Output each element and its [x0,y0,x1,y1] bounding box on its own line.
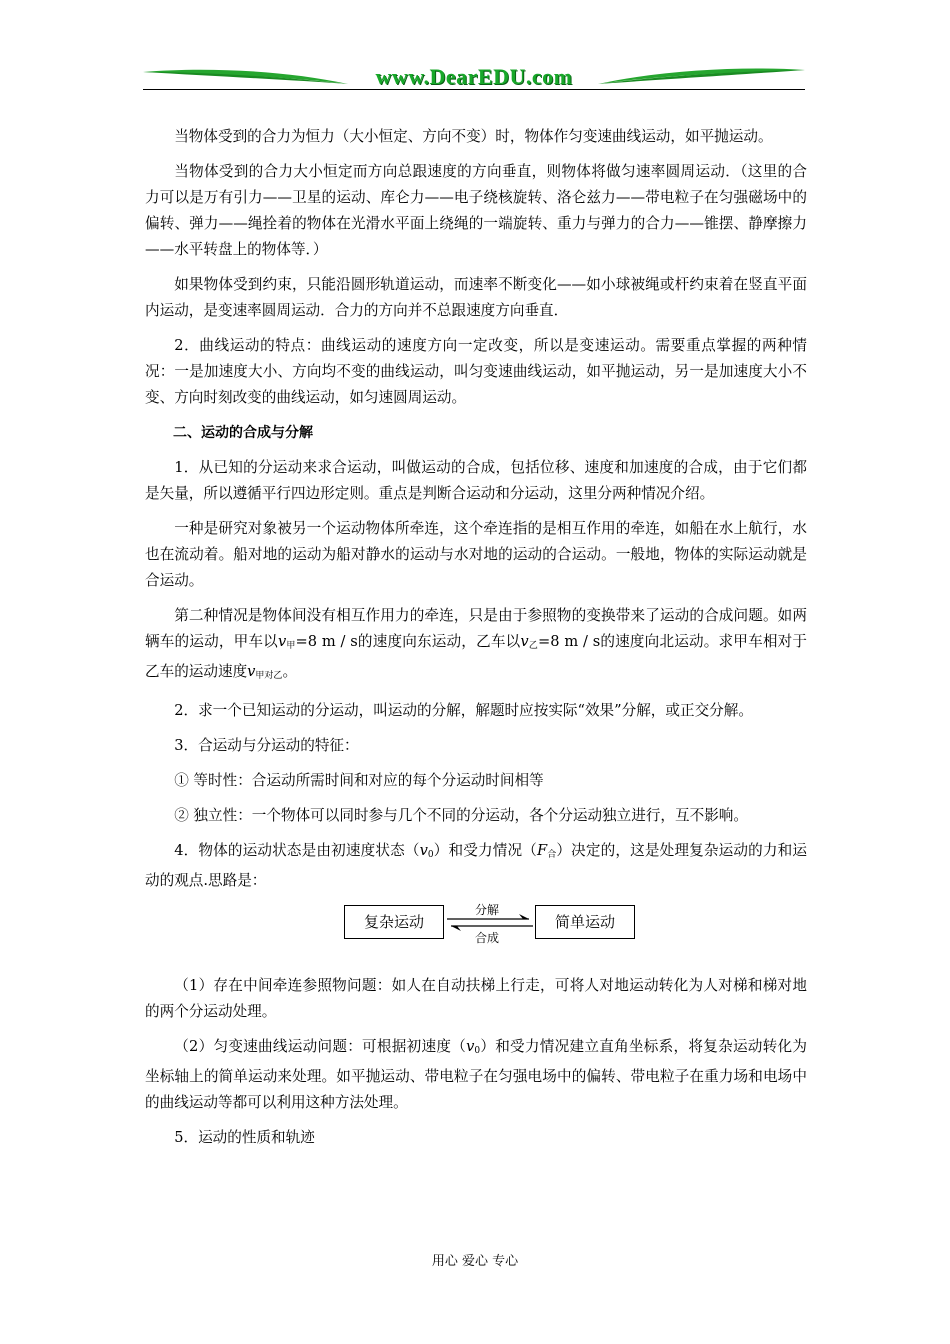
paragraph: 当物体受到的合力大小恒定而方向总跟速度的方向垂直，则物体将做匀速率圆周运动．（这里的合力可以是万有引力——卫星的运动、库仑力——电子绕核旋转、洛仑兹力——带电粒子在匀强磁场中的偏转、弹力——绳拴着的物体在光滑水平面上绕绳的一端旋转、重力与弹力的合力——锥摆、静摩擦力——水平转盘上的物体等．） [145,163,807,258]
paragraph-two-cars: 第二种情况是物体间没有相互作用力的牵连，只是由于参照物的变换带来了运动的合成问题。如两辆车的运动，甲车以$v_甲=8$ m / s的速度向东运动，乙车以$v_乙=8$ m / s的速度向北运动。求甲车相对于乙车的运动速度$v_{甲对乙}$。 [145,607,807,681]
section-heading: 二、运动的合成与分解 [173,425,313,441]
compose-label: 合成 [475,931,500,945]
paragraph: 1．从已知的分运动来求合运动，叫做运动的合成，包括位移、速度和加速度的合成，由于它们都是矢量，所以遵循平行四边形定则。重点是判断合运动和分运动，这里分两种情况介绍。 [145,459,807,502]
header-banner [143,62,805,92]
paragraph: 2．求一个已知运动的分运动，叫运动的分解，解题时应按实际“效果”分解，或正交分解。 [174,702,753,719]
paragraph: 3．合运动与分运动的特征： [174,737,359,754]
decompose-label: 分解 [475,903,500,917]
site-logo-text[interactable]: www.DearEDU.com [375,64,573,89]
paragraph: 2．曲线运动的特点：曲线运动的速度方向一定改变，所以是变速运动。需要重点掌握的两种情况：一是加速度大小、方向均不变的曲线运动，叫匀变速曲线运动，如平抛运动，另一是加速度大小不变、方向时刻改变的曲线运动，如匀速圆周运动。 [145,337,807,406]
paragraph: （1）存在中间牵连参照物问题：如人在自动扶梯上行走，可将人对地运动转化为人对梯和梯对地的两个分运动处理。 [145,977,807,1020]
paragraph-motion-state: 4．物体的运动状态是由初速度状态$(v_0)$和受力情况$(F_合)$决定的，这是处理复杂运动的力和运动的观点.思路是： [145,842,807,889]
paragraph: 当物体受到的合力为恒力（大小恒定、方向不变）时，物体作匀变速曲线运动，如平抛运动。 [174,128,773,145]
paragraph: ① 等时性：合运动所需时间和对应的每个分运动时间相等 [174,772,544,789]
page-footer: 用心 爱心 专心 [431,1254,519,1269]
document-body [145,124,807,1160]
header-rule [143,89,805,90]
simple-motion-box: 简单运动 [535,905,635,939]
motion-diagram [145,903,807,961]
complex-motion-box: 复杂运动 [344,905,444,939]
paragraph: 一种是研究对象被另一个运动物体所牵连，这个牵连指的是相互作用的牵连，如船在水上航行，水也在流动着。船对地的运动为船对静水的运动与水对地的运动的合运动。一般地，物体的实际运动就是合运动。 [145,520,807,589]
paragraph: ② 独立性：一个物体可以同时参与几个不同的分运动，各个分运动独立进行，互不影响。 [174,807,748,824]
paragraph: 5．运动的性质和轨迹 [174,1129,315,1146]
paragraph-uniform-curve: （2）匀变速曲线运动问题：可根据初速度$(v_0)$和受力情况建立直角坐标系，将复杂运动转化为坐标轴上的简单运动来处理。如平抛运动、带电粒子在匀强电场中的偏转、带电粒子在重力场和电场中的曲线运动等都可以利用这种方法处理。 [145,1038,807,1111]
paragraph: 如果物体受到约束，只能沿圆形轨道运动，而速率不断变化——如小球被绳或杆约束着在竖直平面内运动，是变速率圆周运动．合力的方向并不总跟速度方向垂直． [145,276,807,319]
